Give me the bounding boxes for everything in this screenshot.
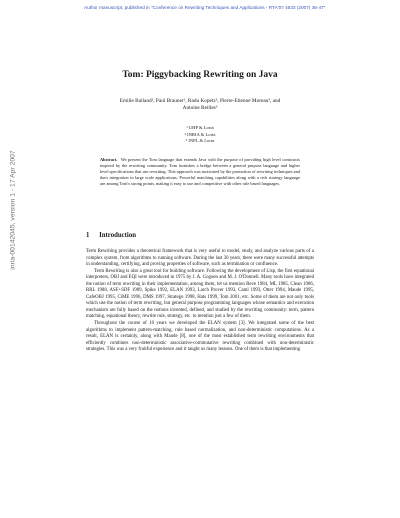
paragraph: Throughout the course of 10 years we developed the ELAN system [3]. We integrated some of the best algorithms to implement pattern-matching, rule based normalization, and non-deterministic computations. As a result, ELAN is certainly, along with Maude [8], one of the most established term rewriting environments that efficiently combines non-deterministic associative-commutative rewriting combined with non-deterministic strategies. This was a very fruitful experience and it taught us many lessons. One of them is that implementing — [86, 321, 314, 353]
affiliation: ¹ UHP & Loria — [186, 125, 214, 130]
paragraph: Term Rewriting provides a theoretical framework that is very useful to model, study, and analyze various parts of a complex system, from algorithms to running software. During the last 30 years, there were many successful attempts in understanding, certifying, and proving properties of software, such as termination or confluence. — [86, 249, 314, 268]
author-line: Emilie Balland¹, Paul Brauner¹, Radu Kopetz², Pierre-Etienne Moreau², and — [119, 98, 281, 104]
paragraph: Term Rewriting is also a great tool for building software. Following the development of Lisp, the first equational interpreters, OBJ and EQI were introduced in 1975 by J. A. Goguen and M. J. O'Donnell. Many tools have integrated the notion of term rewriting in their implementation, among them, let us mention Reve 1984, ML 1985, Clean 1986, RRL 1988, ASF+SDF 1989, Spike 1992, ELAN 1993, Larch Prover 1993, Caml 1993, Otter 1994, Maude 1995, CafeOBJ 1995, CiME 1996, DMS 1997, Stratego 1998, Hats 1999, Tom 2001, etc. Some of them are not only tools which use the notion of term rewriting, but general purpose programming languages whose semantics and execution mechanism are fully based on the notions invented, defined, and studied by the rewriting community: term, pattern matching, equational theory, rewrite rule, strategy, etc. to mention just a few of them. — [86, 268, 314, 320]
affiliation: ² INRIA & Loria — [184, 131, 216, 137]
paper-title: Tom: Piggybacking Rewriting on Java — [122, 70, 278, 80]
section-number: 1 — [86, 232, 90, 239]
abstract — [100, 157, 300, 187]
abstract-text: We present the Tom language that extends Java with the purpose of providing high level constructs inspired by the rewriting community. Tom furnishes a bridge between a general purpose language and higher level specifications that use rewriting. This approach was motivated by the promotion of rewriting techniques and their integration in large scale applications. Powerful matching capabilities along with a rich strategy language are among Tom's strong points, making it easy to use and competitive with other rule based languages. — [100, 157, 300, 187]
archive-identifier-text: inria-00142045, version 1 - 17 Apr 2007 — [9, 150, 17, 270]
abstract-label: Abstract. — [100, 157, 118, 162]
section-heading — [86, 232, 136, 239]
publication-note: Author manuscript, published in "Conference on Rewriting Techniques and Applications - RTA'07 4533 (2007) 36-47" — [84, 5, 326, 10]
affiliation-list — [86, 125, 314, 145]
archive-identifier — [3, 110, 23, 310]
section-title: Introduction — [99, 232, 136, 239]
introduction-body — [86, 249, 314, 354]
author-line: Antoine Reilles³ — [182, 105, 218, 112]
author-list — [86, 98, 314, 113]
affiliation: ³ INPL & Loria — [185, 138, 215, 144]
